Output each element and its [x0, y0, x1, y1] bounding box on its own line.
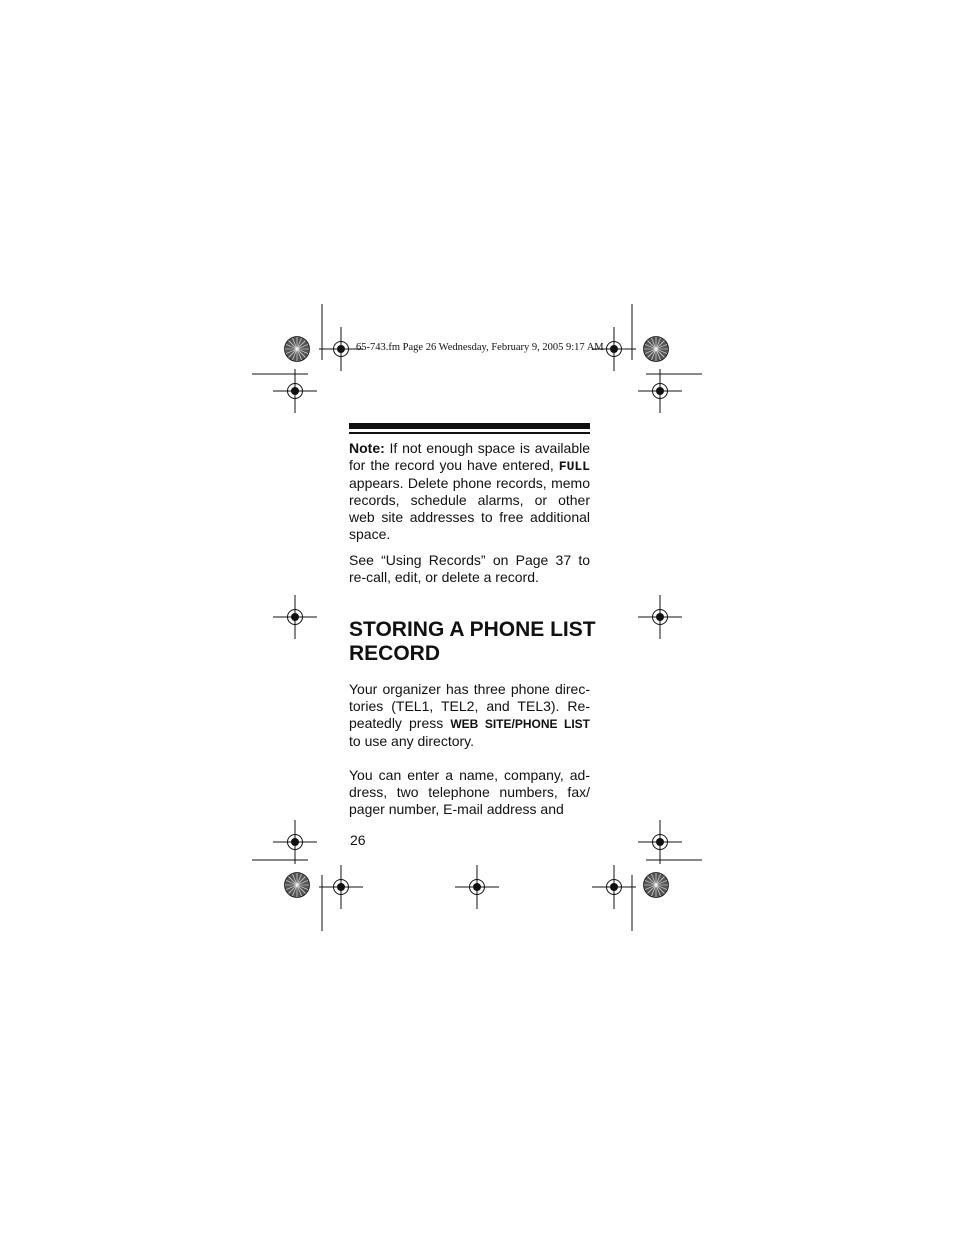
see-also-paragraph: See “Using Records” on Page 37 to re-call, edit, or delete a record.: [349, 552, 590, 585]
note-text-2: appears. Delete phone records, memo records, schedule alarms, or other web site addresses to free additional space.: [349, 475, 590, 542]
intro-text-2: to use any directory.: [349, 733, 475, 749]
key-web-site-phone-list: WEB SITE/PHONE LIST: [450, 717, 591, 731]
page-number: 26: [350, 832, 366, 848]
note-text-1: If not enough space is available for the record you have entered,: [349, 440, 591, 473]
header-rule-thick: [349, 423, 590, 429]
header-rule-thin: [349, 432, 590, 434]
intro-text-1: Your organizer has three phone direc-tories (TEL1, TEL2, and TEL3). Re-peatedly press: [349, 681, 590, 731]
file-slug-line: 65-743.fm Page 26 Wednesday, February 9, 2005 9:17 AM: [356, 342, 604, 353]
note-paragraph: [349, 440, 590, 543]
section-heading: STORING A PHONE LIST RECORD: [349, 618, 596, 665]
note-code-full: FULL: [558, 459, 590, 474]
entry-fields-paragraph: You can enter a name, company, ad-dress, two telephone numbers, fax/ pager number, E-mail address and: [349, 767, 590, 817]
note-label: Note:: [349, 440, 385, 456]
intro-paragraph: [349, 681, 590, 750]
